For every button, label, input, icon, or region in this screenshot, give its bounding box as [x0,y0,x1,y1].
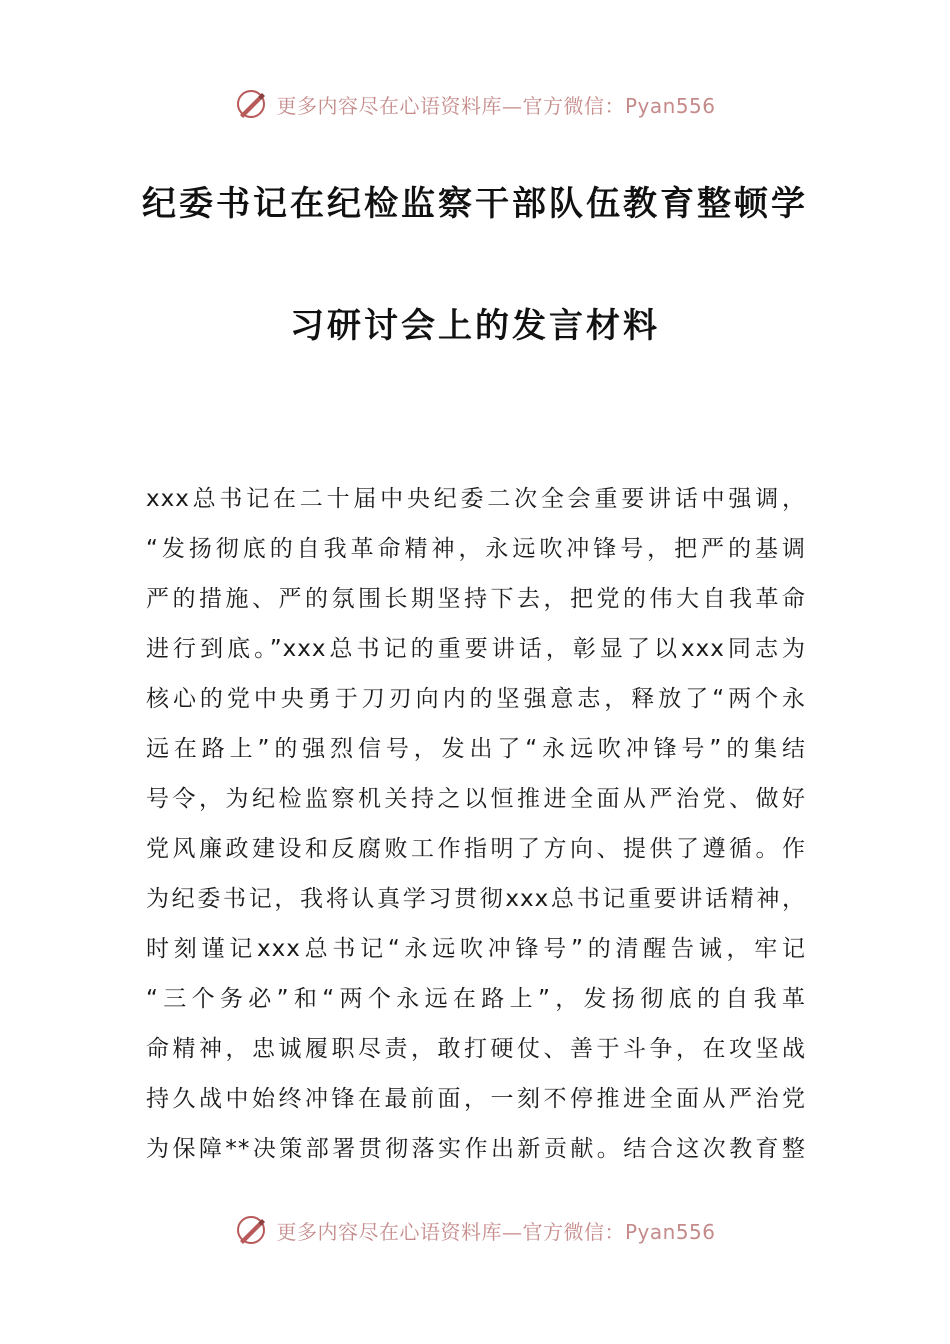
watermark-wechat-id: Pyan556 [624,93,716,118]
body-line: xxx总书记在二十届中央纪委二次全会重要讲话中强调， [146,486,806,512]
body-line: 远在路上”的强烈信号，发出了“永远吹冲锋号”的集结 [146,736,806,762]
body-line: 持久战中始终冲锋在最前面，一刻不停推进全面从严治党 [146,1086,806,1112]
body-line: 时刻谨记xxx总书记“永远吹冲锋号”的清醒告诫，牢记 [146,936,806,962]
document-title-line-2: 习研讨会上的发言材料 [290,306,660,346]
body-line: 进行到底。”xxx总书记的重要讲话，彰显了以xxx同志为 [146,636,806,662]
document-body [146,474,806,1174]
pen-logo-icon [234,87,268,121]
body-line: 为保障**决策部署贯彻落实作出新贡献。结合这次教育整 [146,1136,806,1162]
watermark-footer [0,1210,950,1250]
body-line: 党风廉政建设和反腐败工作指明了方向、提供了遵循。作 [146,836,806,862]
body-line: 为纪委书记，我将认真学习贯彻xxx总书记重要讲话精神， [146,886,806,912]
body-line: 严的措施、严的氛围长期坚持下去，把党的伟大自我革命 [146,586,806,612]
body-line: “发扬彻底的自我革命精神，永远吹冲锋号，把严的基调 [146,536,806,562]
body-line: 号令，为纪检监察机关持之以恒推进全面从严治党、做好 [146,786,806,812]
document-title-line-1: 纪委书记在纪检监察干部队伍教育整顿学 [142,184,808,224]
watermark-wechat-id: Pyan556 [624,1219,716,1244]
watermark-header [0,84,950,124]
body-line: 命精神，忠诚履职尽责，敢打硬仗、善于斗争，在攻坚战 [146,1036,806,1062]
body-line: 核心的党中央勇于刀刃向内的坚强意志，释放了“两个永 [146,686,806,712]
watermark-text: 更多内容尽在心语资料库—官方微信：Pyan556 [276,1219,716,1244]
watermark-text: 更多内容尽在心语资料库—官方微信：Pyan556 [276,93,716,118]
body-line: “三个务必”和“两个永远在路上”，发扬彻底的自我革 [146,986,806,1012]
pen-logo-icon [234,1213,268,1247]
